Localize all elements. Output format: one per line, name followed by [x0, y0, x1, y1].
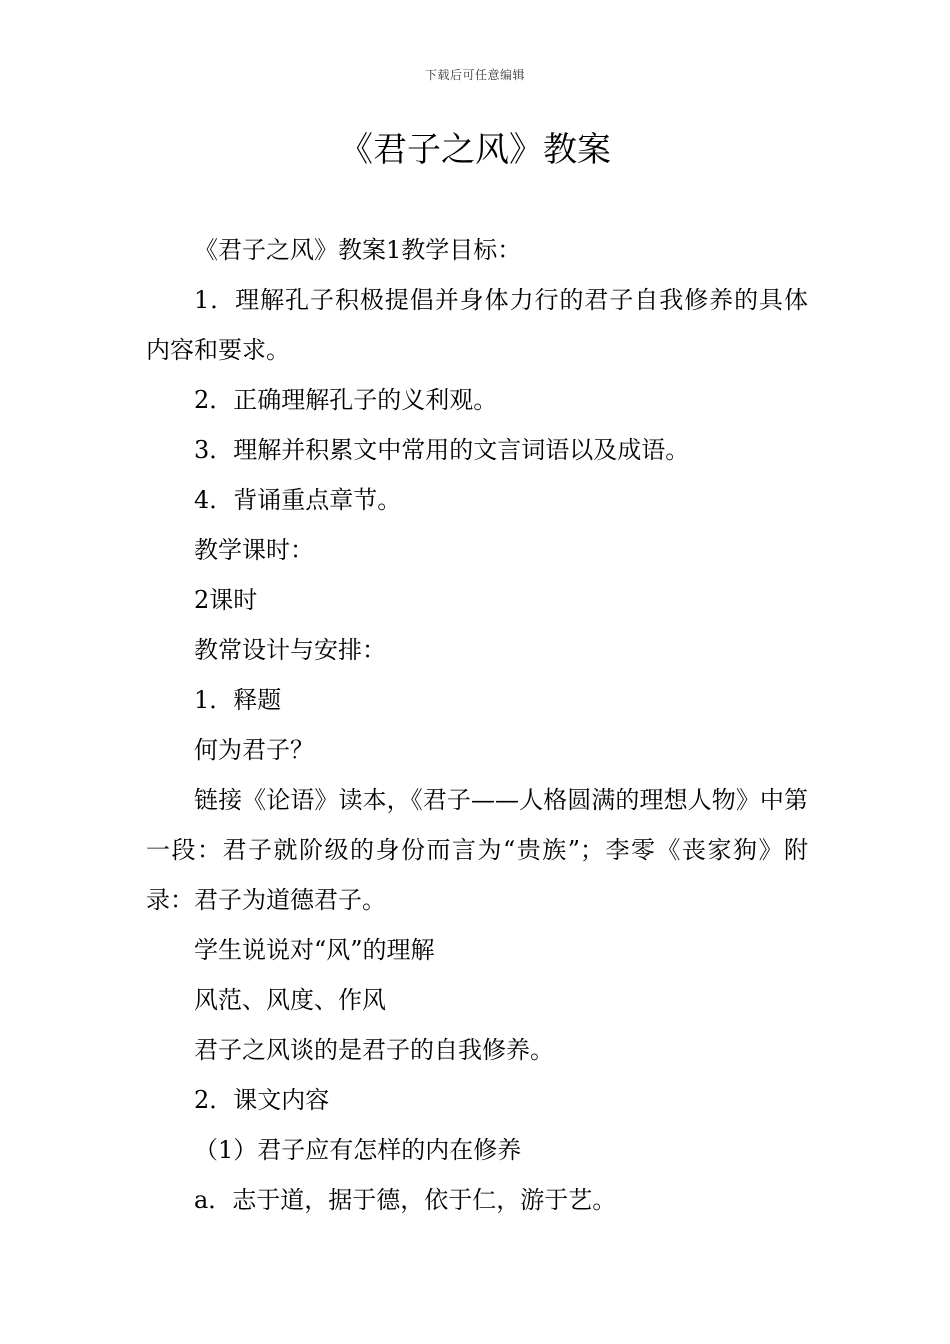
paragraph-summary: 君子之风谈的是君子的自我修养。	[194, 1036, 554, 1064]
paragraph-question: 何为君子？	[194, 736, 314, 764]
paragraph-objectives-heading: 《君子之风》教案1教学目标：	[194, 236, 522, 264]
paragraph-reference: 链接《论语》读本，《君子——人格圆满的理想人物》中第一段：君子就阶级的身份而言为“贵族”；李零《丧家狗》附录：君子为道德君子。	[146, 786, 808, 914]
paragraph-objective-4: 4．背诵重点章节。	[194, 486, 402, 514]
paragraph-section-2: 2．课文内容	[194, 1086, 330, 1114]
paragraph-section-1: 1．释题	[194, 686, 282, 714]
paragraph-wind-terms: 风范、风度、作风	[194, 986, 386, 1014]
document-title: 《君子之风》教案	[339, 130, 611, 170]
paragraph-subsection-1: （1）君子应有怎样的内在修养	[194, 1136, 522, 1164]
document-body	[146, 225, 808, 1225]
paragraph-objective-3: 3．理解并积累文中常用的文言词语以及成语。	[194, 436, 690, 464]
paragraph-objective-2: 2．正确理解孔子的义利观。	[194, 386, 498, 414]
paragraph-class-hours-heading: 教学课时：	[194, 536, 314, 564]
header-note: 下载后可任意编辑	[424, 68, 525, 82]
paragraph-item-a: a．志于道，据于德，依于仁，游于艺。	[194, 1186, 617, 1214]
paragraph-class-hours: 2课时	[194, 586, 258, 614]
paragraph-objective-1: 1．理解孔子积极提倡并身体力行的君子自我修养的具体内容和要求。	[146, 286, 808, 364]
paragraph-wind-prompt: 学生说说对“风”的理解	[194, 936, 435, 964]
paragraph-design-heading: 教常设计与安排：	[194, 636, 386, 664]
